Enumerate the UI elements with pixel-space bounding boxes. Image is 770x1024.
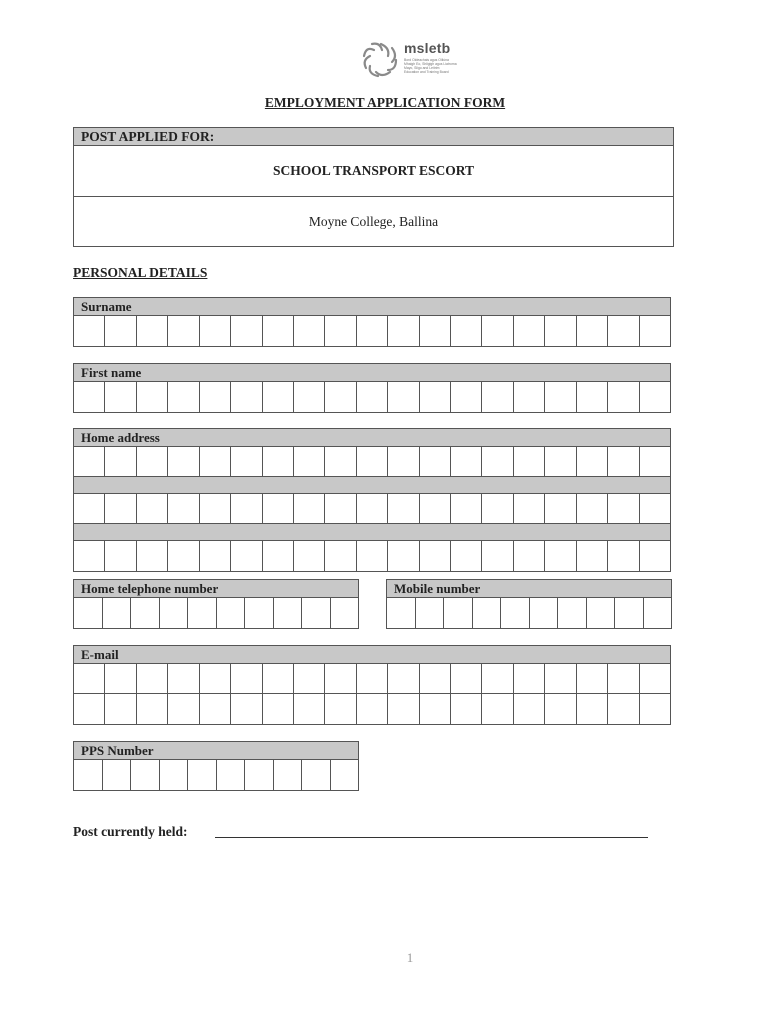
char-box[interactable] [137,664,168,693]
char-box[interactable] [105,382,136,412]
char-box[interactable] [388,494,419,523]
char-box[interactable] [325,694,356,724]
char-box[interactable] [608,664,639,693]
post-position: SCHOOL TRANSPORT ESCORT [74,146,673,197]
char-box[interactable] [608,541,639,571]
char-box[interactable] [137,494,168,523]
char-box[interactable] [640,447,670,476]
address-separator [74,477,670,494]
char-box[interactable] [640,316,670,346]
char-box[interactable] [263,316,294,346]
email-boxes-line-2[interactable] [74,694,670,724]
char-box[interactable] [357,494,388,523]
mobile-label: Mobile number [387,580,671,598]
char-box[interactable] [137,447,168,476]
char-box[interactable] [420,541,451,571]
char-box[interactable] [231,694,262,724]
char-box[interactable] [608,316,639,346]
first-name-boxes[interactable] [74,382,670,412]
home-telephone-boxes[interactable] [74,598,358,628]
char-box[interactable] [482,316,513,346]
home-telephone-field [73,579,359,629]
char-box[interactable] [587,598,616,628]
home-address-line-1[interactable] [74,447,670,477]
char-box[interactable] [545,664,576,693]
char-box[interactable] [263,447,294,476]
char-box[interactable] [388,382,419,412]
char-box[interactable] [137,316,168,346]
char-box[interactable] [357,541,388,571]
char-box[interactable] [640,664,670,693]
char-box[interactable] [577,694,608,724]
home-address-line-3[interactable] [74,541,670,571]
char-box[interactable] [420,447,451,476]
char-box[interactable] [501,598,530,628]
char-box[interactable] [168,494,199,523]
char-box[interactable] [388,664,419,693]
char-box[interactable] [482,494,513,523]
char-box[interactable] [420,316,451,346]
char-box[interactable] [168,664,199,693]
char-box[interactable] [325,316,356,346]
char-box[interactable] [388,541,419,571]
char-box[interactable] [294,541,325,571]
char-box[interactable] [168,382,199,412]
char-box[interactable] [105,541,136,571]
char-box[interactable] [388,447,419,476]
char-box[interactable] [530,598,559,628]
post-currently-held-input[interactable] [215,837,648,838]
char-box[interactable] [558,598,587,628]
char-box[interactable] [263,694,294,724]
char-box[interactable] [263,541,294,571]
char-box[interactable] [200,494,231,523]
char-box[interactable] [200,382,231,412]
personal-details-title: PERSONAL DETAILS [73,265,208,280]
char-box[interactable] [200,694,231,724]
char-box[interactable] [74,664,105,693]
char-box[interactable] [188,598,217,628]
char-box[interactable] [577,664,608,693]
char-box[interactable] [416,598,445,628]
char-box[interactable] [325,382,356,412]
char-box[interactable] [482,541,513,571]
mobile-boxes[interactable] [387,598,671,628]
email-label: E-mail [74,646,670,664]
char-box[interactable] [608,447,639,476]
char-box[interactable] [231,664,262,693]
char-box[interactable] [131,598,160,628]
char-box[interactable] [325,664,356,693]
char-box[interactable] [200,541,231,571]
char-box[interactable] [294,447,325,476]
pps-field [73,741,359,791]
pps-boxes[interactable] [74,760,358,790]
surname-label: Surname [74,298,670,316]
char-box[interactable] [294,494,325,523]
char-box[interactable] [168,541,199,571]
char-box[interactable] [451,694,482,724]
char-box[interactable] [168,316,199,346]
char-box[interactable] [577,316,608,346]
first-name-field [73,363,671,413]
char-box[interactable] [217,760,246,790]
post-applied-label: POST APPLIED FOR: [74,128,673,146]
char-box[interactable] [231,541,262,571]
char-box[interactable] [137,694,168,724]
char-box[interactable] [168,694,199,724]
home-address-field [73,428,671,572]
char-box[interactable] [231,382,262,412]
char-box[interactable] [294,316,325,346]
char-box[interactable] [294,694,325,724]
char-box[interactable] [514,316,545,346]
char-box[interactable] [608,494,639,523]
char-box[interactable] [420,664,451,693]
address-separator [74,524,670,541]
char-box[interactable] [545,316,576,346]
char-box[interactable] [245,760,274,790]
char-box[interactable] [200,447,231,476]
surname-field [73,297,671,347]
char-box[interactable] [640,494,670,523]
char-box[interactable] [74,382,105,412]
char-box[interactable] [577,494,608,523]
char-box[interactable] [644,598,672,628]
char-box[interactable] [545,494,576,523]
char-box[interactable] [105,694,136,724]
char-box[interactable] [420,494,451,523]
char-box[interactable] [74,447,105,476]
char-box[interactable] [245,598,274,628]
char-box[interactable] [274,760,303,790]
char-box[interactable] [160,598,189,628]
char-box[interactable] [105,494,136,523]
post-applied-box [73,127,674,247]
char-box[interactable] [514,382,545,412]
char-box[interactable] [263,664,294,693]
page-number: 1 [406,950,414,965]
char-box[interactable] [357,664,388,693]
mobile-field [386,579,672,629]
char-box[interactable] [231,316,262,346]
char-box[interactable] [514,664,545,693]
char-box[interactable] [514,541,545,571]
char-box[interactable] [325,494,356,523]
logo-subtitle: Bord Oideachais agus Oiliúna Mhaigh Eo, Shligigh agus Liatroma Mayo, Sligo and Leitrim Education and Training Board [404,58,457,74]
char-box[interactable] [217,598,246,628]
first-name-label: First name [74,364,670,382]
char-box[interactable] [137,541,168,571]
char-box[interactable] [103,760,132,790]
char-box[interactable] [388,694,419,724]
char-box[interactable] [640,382,670,412]
char-box[interactable] [105,447,136,476]
char-box[interactable] [482,447,513,476]
char-box[interactable] [74,316,105,346]
char-box[interactable] [545,447,576,476]
char-box[interactable] [387,598,416,628]
char-box[interactable] [545,382,576,412]
char-box[interactable] [451,541,482,571]
char-box[interactable] [451,664,482,693]
char-box[interactable] [74,598,103,628]
post-location: Moyne College, Ballina [308,214,439,229]
char-box[interactable] [640,541,670,571]
char-box[interactable] [482,694,513,724]
char-box[interactable] [74,760,103,790]
char-box[interactable] [577,382,608,412]
surname-boxes[interactable] [74,316,670,346]
logo-brand: msletb [404,40,451,56]
post-currently-held-label: Post currently held: [73,824,188,839]
char-box[interactable] [331,760,359,790]
char-box[interactable] [514,494,545,523]
char-box[interactable] [331,598,359,628]
char-box[interactable] [420,382,451,412]
logo-swirl-icon [360,40,402,80]
char-box[interactable] [74,494,105,523]
char-box[interactable] [388,316,419,346]
email-field [73,645,671,725]
char-box[interactable] [608,382,639,412]
char-box[interactable] [451,382,482,412]
char-box[interactable] [451,316,482,346]
char-box[interactable] [514,447,545,476]
char-box[interactable] [420,694,451,724]
char-box[interactable] [74,541,105,571]
char-box[interactable] [325,447,356,476]
char-box[interactable] [357,447,388,476]
char-box[interactable] [263,382,294,412]
email-boxes-line-1[interactable] [74,664,670,694]
char-box[interactable] [357,694,388,724]
char-box[interactable] [74,694,105,724]
char-box[interactable] [160,760,189,790]
char-box[interactable] [357,382,388,412]
char-box[interactable] [473,598,502,628]
home-telephone-label: Home telephone number [74,580,358,598]
char-box[interactable] [357,316,388,346]
char-box[interactable] [105,316,136,346]
char-box[interactable] [200,316,231,346]
char-box[interactable] [514,694,545,724]
char-box[interactable] [302,760,331,790]
char-box[interactable] [168,447,199,476]
char-box[interactable] [482,382,513,412]
char-box[interactable] [103,598,132,628]
char-box[interactable] [608,694,639,724]
home-address-label: Home address [74,429,670,447]
char-box[interactable] [451,494,482,523]
home-address-line-2[interactable] [74,494,670,524]
char-box[interactable] [325,541,356,571]
char-box[interactable] [640,694,670,724]
char-box[interactable] [231,447,262,476]
char-box[interactable] [188,760,217,790]
char-box[interactable] [231,494,262,523]
char-box[interactable] [545,694,576,724]
char-box[interactable] [545,541,576,571]
char-box[interactable] [263,494,294,523]
char-box[interactable] [577,541,608,571]
char-box[interactable] [200,664,231,693]
pps-label: PPS Number [74,742,358,760]
char-box[interactable] [274,598,303,628]
char-box[interactable] [105,664,136,693]
char-box[interactable] [615,598,644,628]
char-box[interactable] [294,382,325,412]
char-box[interactable] [294,664,325,693]
char-box[interactable] [137,382,168,412]
form-title: EMPLOYMENT APPLICATION FORM [264,95,506,110]
char-box[interactable] [444,598,473,628]
char-box[interactable] [451,447,482,476]
char-box[interactable] [131,760,160,790]
char-box[interactable] [482,664,513,693]
char-box[interactable] [577,447,608,476]
char-box[interactable] [302,598,331,628]
